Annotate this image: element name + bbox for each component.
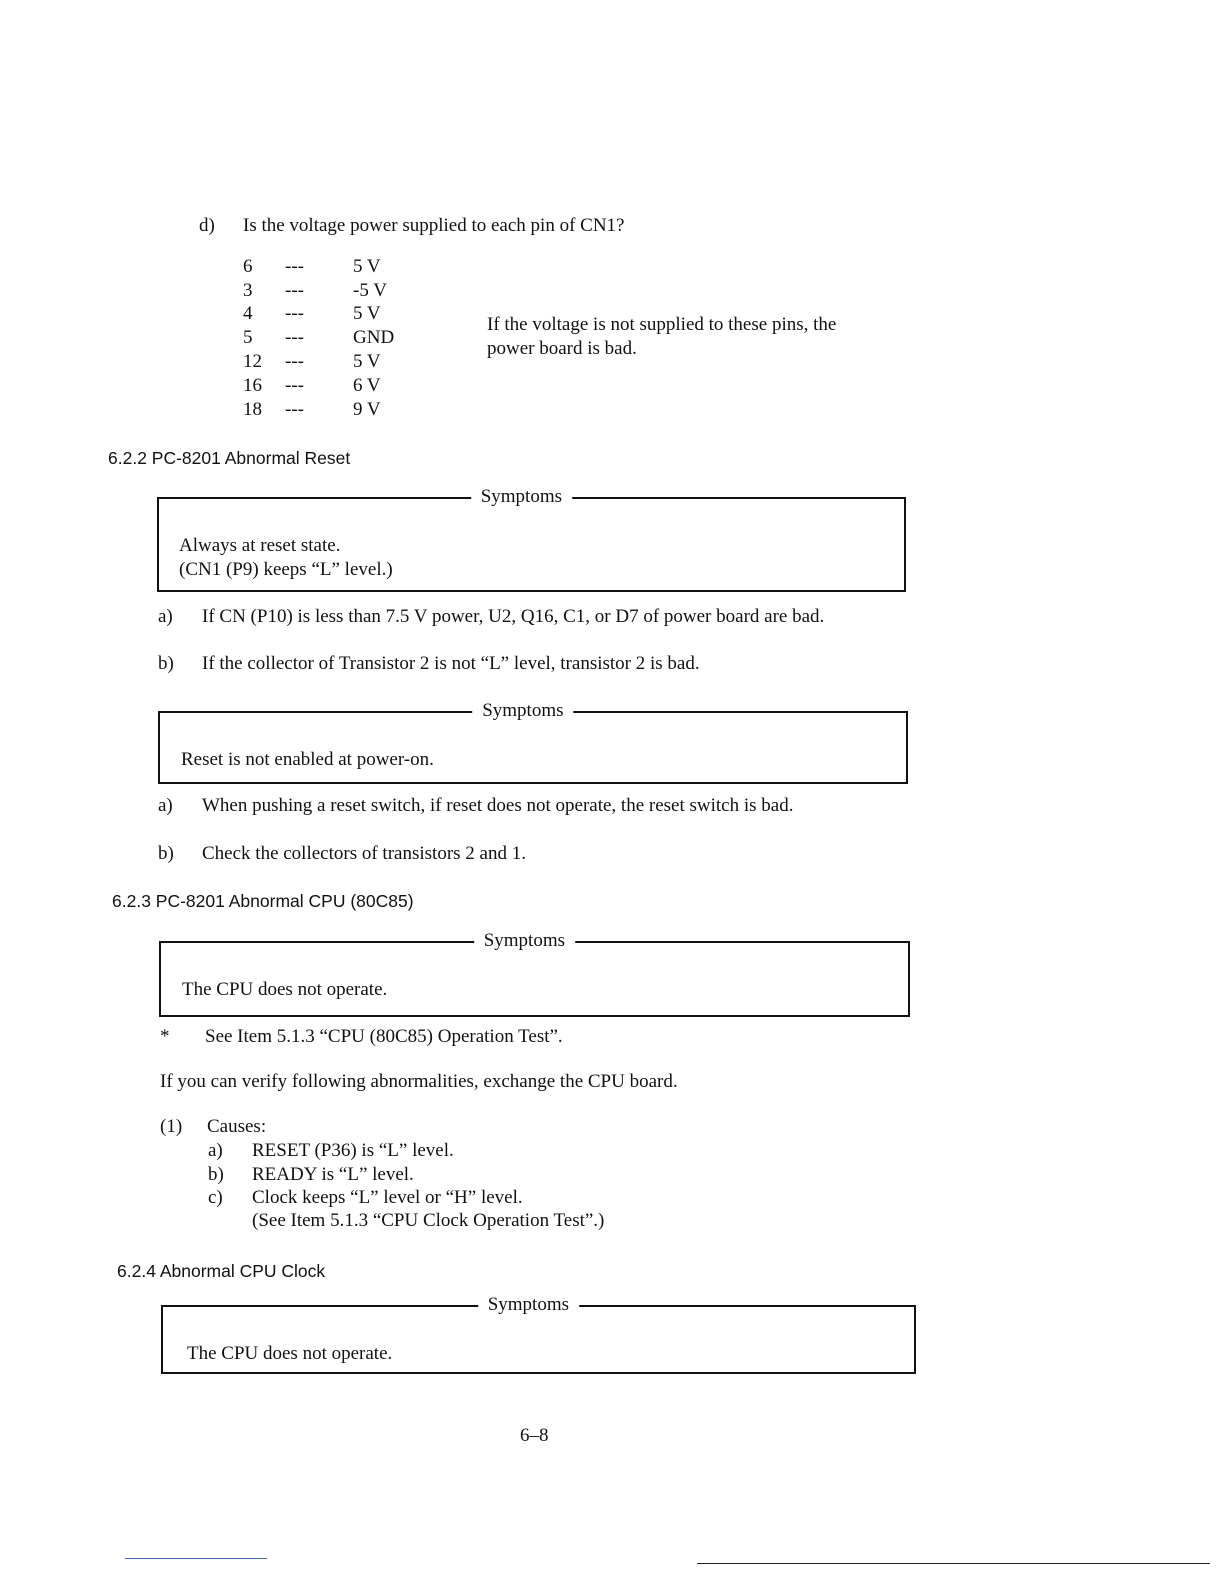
item-d-question: Is the voltage power supplied to each pin of CN1? [243,215,625,236]
item-label: b) [158,843,174,864]
footer-rule-blue [125,1558,267,1559]
causes-number: (1) [160,1116,183,1137]
heading-6-2-3: 6.2.3 PC-8201 Abnormal CPU (80C85) [112,891,414,911]
symptoms-box [159,930,910,1017]
page-number: 6–8 [520,1425,549,1446]
symptoms-label: Symptoms [472,699,573,723]
pin-note-line2: power board is bad. [487,338,637,359]
cause-text: RESET (P36) is “L” level. [252,1140,454,1161]
symptom-text: Always at reset state. [179,535,341,556]
symptom-text: (CN1 (P9) keeps “L” level.) [179,559,393,580]
cause-label: c) [208,1187,223,1208]
symptoms-box [157,486,906,592]
cause-note: (See Item 5.1.3 “CPU Clock Operation Test”.) [252,1210,605,1231]
cause-text: READY is “L” level. [252,1164,414,1185]
item-text: Check the collectors of transistors 2 and 1. [202,843,526,864]
cause-label: a) [208,1140,223,1161]
cause-text: Clock keeps “L” level or “H” level. [252,1187,523,1208]
item-d-label: d) [199,215,215,236]
symptom-text: The CPU does not operate. [187,1343,393,1364]
symptom-text: The CPU does not operate. [182,979,388,1000]
verify-text: If you can verify following abnormalities, exchange the CPU board. [160,1071,678,1092]
symptom-text: Reset is not enabled at power-on. [181,749,434,770]
symptoms-label: Symptoms [471,485,572,509]
footer-rule [697,1563,1210,1564]
item-label: a) [158,606,173,627]
bullet-star: * [160,1026,170,1047]
item-text: If the collector of Transistor 2 is not “L” level, transistor 2 is bad. [202,653,700,674]
item-label: b) [158,653,174,674]
see-reference: See Item 5.1.3 “CPU (80C85) Operation Test”. [205,1026,563,1047]
symptoms-label: Symptoms [474,929,575,953]
symptoms-box [161,1294,916,1374]
heading-6-2-2: 6.2.2 PC-8201 Abnormal Reset [108,448,351,468]
item-text: If CN (P10) is less than 7.5 V power, U2, Q16, C1, or D7 of power board are bad. [202,606,825,627]
item-label: a) [158,795,173,816]
symptoms-box [158,700,908,784]
pin-note-line1: If the voltage is not supplied to these pins, the [487,314,837,335]
item-text: When pushing a reset switch, if reset does not operate, the reset switch is bad. [202,795,794,816]
heading-6-2-4: 6.2.4 Abnormal CPU Clock [117,1261,326,1281]
cause-label: b) [208,1164,224,1185]
causes-title: Causes: [207,1116,267,1137]
symptoms-label: Symptoms [478,1293,579,1317]
